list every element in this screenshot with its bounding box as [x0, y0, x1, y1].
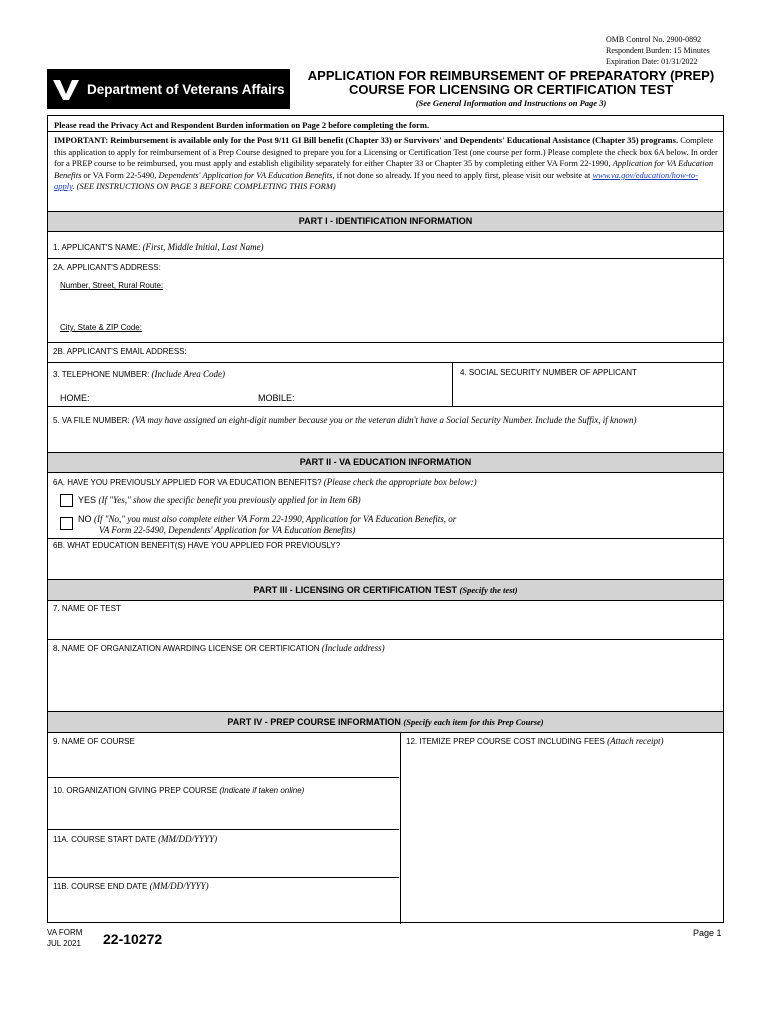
footer-form-number: 22-10272 — [103, 931, 163, 947]
omb-info — [606, 34, 710, 67]
street-field[interactable]: Number, Street, Rural Route: — [60, 281, 164, 290]
form-body — [47, 115, 724, 923]
city-field[interactable]: City, State & ZIP Code: — [60, 323, 142, 332]
q8-label: 8. NAME OF ORGANIZATION AWARDING LICENSE OR CERTIFICATION — [53, 644, 322, 653]
title-subtitle: (See General Information and Instructions on Page 3) — [415, 98, 607, 108]
q12-label: 12. ITEMIZE PREP COURSE COST INCLUDING FEES — [406, 737, 608, 746]
mobile-phone-field[interactable]: MOBILE: — [258, 393, 295, 403]
important-text-1: Complete this application to apply for reimbursement of a Prep Course designed to prepare you for a Licensing or Certification Test (one course per form.) Please complete the check box 6A below. In order for a PREP course to be reimbursed, you must apply and establish eligibility separately for either Chapter 33 or Chapter 35 by completing either VA Form 22-1990, — [54, 135, 718, 168]
part1-heading: PART I - IDENTIFICATION INFORMATION — [48, 211, 723, 232]
q6a-text: 6A. HAVE YOU PREVIOUSLY APPLIED FOR VA EDUCATION BENEFITS? — [53, 478, 324, 487]
yes-hint: (If "Yes," show the specific benefit you previously applied for in Item 6B) — [98, 495, 361, 505]
course-end-date-field[interactable] — [53, 881, 209, 891]
q8-hint: (Include address) — [321, 643, 385, 653]
q11b-hint: (MM/DD/YYYY) — [149, 881, 209, 891]
course-cost-field[interactable] — [406, 736, 663, 746]
phone-label: 3. TELEPHONE NUMBER: — [53, 370, 152, 379]
part4-heading — [48, 711, 723, 733]
important-italic-2: Dependents' Application for VA Education Benefits, — [158, 169, 335, 180]
q10-hint: (Indicate if taken online) — [219, 786, 305, 795]
va-file-hint: (VA may have assigned an eight-digit number because you or the veteran didn't have a Social Security Number. Include the Suffix, if known) — [131, 415, 637, 425]
home-phone-field[interactable]: HOME: — [60, 393, 90, 403]
footer-date: JUL 2021 — [47, 939, 81, 948]
email-field[interactable]: 2B. APPLICANT'S EMAIL ADDRESS: — [53, 347, 187, 356]
va-file-number-field[interactable] — [53, 415, 636, 425]
q6a-hint: (Please check the appropriate box below:) — [323, 477, 477, 487]
phone-hint: (Include Area Code) — [151, 369, 226, 379]
title-line-1: APPLICATION FOR REIMBURSEMENT OF PREPARATORY (PREP) — [307, 68, 715, 83]
yes-option — [78, 495, 361, 505]
phone-field[interactable] — [53, 369, 225, 379]
q6b-field[interactable]: 6B. WHAT EDUCATION BENEFIT(S) HAVE YOU APPLIED FOR PREVIOUSLY? — [53, 541, 341, 550]
va-logo-banner — [47, 69, 290, 109]
yes-label: YES — [78, 495, 97, 505]
no-label: NO — [78, 514, 92, 524]
part3-heading-text: PART III - LICENSING OR CERTIFICATION TEST — [253, 585, 460, 595]
va-file-label: 5. VA FILE NUMBER: — [53, 416, 132, 425]
ssn-field[interactable]: 4. SOCIAL SECURITY NUMBER OF APPLICANT — [460, 368, 637, 377]
form-title — [292, 69, 730, 108]
applicant-name-field[interactable] — [53, 242, 264, 252]
important-italic-1: Application for VA Education Benefits — [54, 158, 714, 180]
va-seal-icon — [51, 74, 81, 104]
no-option — [78, 514, 456, 524]
q12-hint: (Attach receipt) — [607, 736, 664, 746]
part3-heading-hint: (Specify the test) — [459, 585, 518, 595]
organization-awarding-field[interactable] — [53, 643, 385, 653]
no-hint-2: VA Form 22-5490, Dependents' Application for VA Education Benefits) — [99, 525, 356, 535]
part4-heading-hint: (Specify each item for this Prep Course) — [403, 717, 544, 727]
important-italic-3: . (SEE INSTRUCTIONS ON PAGE 3 BEFORE COMPLETING THIS FORM) — [72, 181, 336, 191]
important-text-2: or VA Form 22-5490, — [81, 169, 159, 180]
q11a-hint: (MM/DD/YYYY) — [158, 834, 218, 844]
q10-label: 10. ORGANIZATION GIVING PREP COURSE — [53, 786, 220, 795]
footer-form-label: VA FORM — [47, 928, 83, 937]
applicant-name-label: 1. APPLICANT'S NAME: — [53, 243, 143, 252]
organization-giving-field[interactable] — [53, 786, 304, 795]
q11b-label: 11B. COURSE END DATE — [53, 882, 150, 891]
q6a-label — [53, 477, 477, 487]
applicant-name-hint: (First, Middle Initial, Last Name) — [142, 242, 264, 252]
address-label: 2A. APPLICANT'S ADDRESS: — [53, 263, 161, 272]
agency-name: Department of Veterans Affairs — [87, 81, 285, 97]
important-notice — [54, 135, 718, 193]
test-name-field[interactable]: 7. NAME OF TEST — [53, 604, 121, 613]
expiration-date: Expiration Date: 01/31/2022 — [606, 57, 698, 66]
footer-page-number: Page 1 — [693, 928, 722, 938]
respondent-burden: Respondent Burden: 15 Minutes — [606, 46, 710, 55]
part2-heading: PART II - VA EDUCATION INFORMATION — [48, 452, 723, 473]
course-name-field[interactable]: 9. NAME OF COURSE — [53, 737, 135, 746]
no-checkbox[interactable] — [60, 517, 73, 530]
q11a-label: 11A. COURSE START DATE — [53, 835, 159, 844]
no-hint-1: (If "No," you must also complete either VA Form 22-1990, Application for VA Education Benefits, or — [94, 514, 457, 524]
title-line-2: COURSE FOR LICENSING OR CERTIFICATION TEST — [348, 82, 674, 97]
course-start-date-field[interactable] — [53, 834, 217, 844]
part4-heading-text: PART IV - PREP COURSE INFORMATION — [227, 717, 404, 727]
part3-heading — [48, 579, 723, 601]
apply-website-link[interactable]: www.va.gov/education/how-to-apply — [54, 169, 699, 191]
omb-control-number: OMB Control No. 2900-0892 — [606, 35, 702, 44]
important-text-3: if not done so already. If you need to apply first, please visit our website at — [334, 169, 593, 180]
important-bold: IMPORTANT: Reimbursement is available only for the Post 9/11 GI Bill benefit (Chapter 33) or Survivors' and Dependents' Educational Assistance (Chapter 35) programs. — [54, 135, 679, 145]
privacy-notice: Please read the Privacy Act and Respondent Burden information on Page 2 before completing the form. — [54, 120, 430, 130]
yes-checkbox[interactable] — [60, 494, 73, 507]
